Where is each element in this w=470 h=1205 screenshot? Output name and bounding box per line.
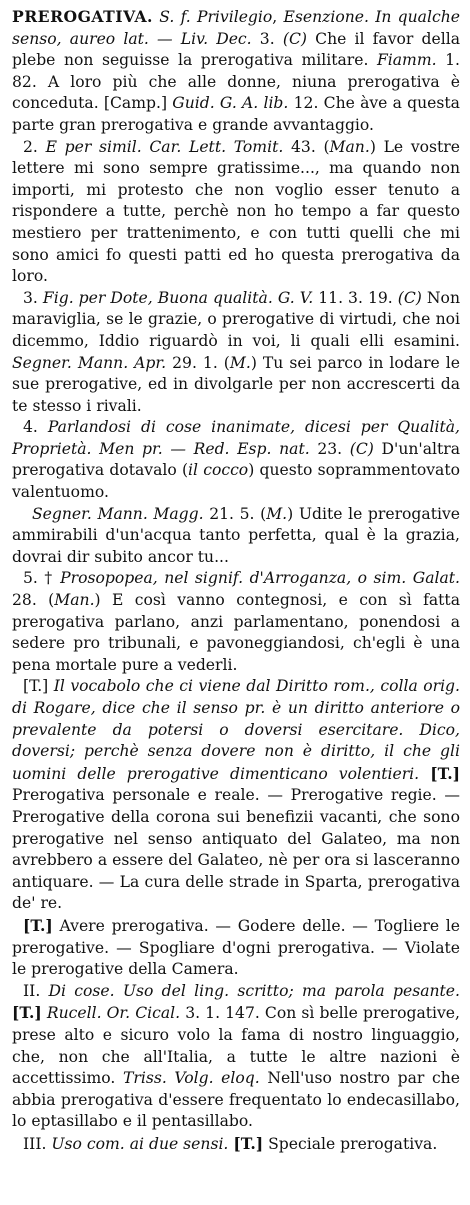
sense-definition: Di cose. Uso del ling. scritto; ma parola pesante. (48, 981, 460, 1000)
source-marker: (C) (349, 439, 374, 458)
text-run: 43. ( (283, 137, 330, 156)
quotation-text: Nell'uso nostro par che abbia prerogativa d'essere frequentato lo endecasillabo, lo eptasillabo e il pentasillabo. (12, 1069, 460, 1131)
source-marker: Man. (54, 591, 95, 610)
entry-paragraph-sense-5 (12, 568, 460, 676)
text-run (419, 765, 430, 783)
text-run: 23. (309, 439, 350, 458)
quotation-text: ) Tu sei parco in lodare le sue prerogative, ed in divolgarle per non accrescerti da te stesso i rivali. (12, 353, 460, 415)
sense-number: II. (23, 981, 49, 1000)
text-run: , (272, 8, 284, 26)
sense-definition: Prosopopea, nel signif. d'Arroganza, o sim. Galat. (60, 569, 460, 588)
sense-number: 5. (23, 569, 45, 588)
quotation-text: 3. 1. 147. Con sì belle prerogative, prese alto e sicuro volo la fama di nostro linguaggio, che, non che all'Italia, a tutte le altre nazioni è accettissimo. (12, 1004, 460, 1088)
entry-paragraph-intro (12, 6, 460, 137)
entry-paragraph-sense-2 (12, 137, 460, 288)
sense-number: 3. (23, 288, 43, 307)
definition-text: Esenzione. In qualche senso, aureo lat. — Liv. Dec. (12, 8, 460, 48)
source-citation: Guid. G. A. lib. (172, 94, 289, 113)
editor-marker: [T.] (233, 1133, 264, 1153)
source-citation: Segner. Mann. Magg. (32, 504, 204, 523)
quotation-text: ) E così vanno contegnosi, e con sì fatta prerogativa parlano, anzi parlamentano, ponendosi a sedere pro tribunali, e pavoneggiandosi, ch'egli è una pena mortale pure a vederli. (12, 591, 460, 674)
usage-examples: Prerogativa personale e reale. — Prerogative regie. — Prerogative della corona sui benefizii vacanti, che sono prerogative nel senso antiquato del Galateo, ma non avrebbero a essere del Galateo, nè per ora si lasceranno antiquare. — La cura delle strade in Sparta, prerogativa de' re. (12, 786, 460, 913)
source-citation: Rucell. Or. Cical. (46, 1004, 181, 1023)
entry-paragraph-sense-3 (12, 288, 460, 418)
text-run: 3. (251, 29, 283, 48)
source-marker: Man. (329, 137, 370, 156)
entry-paragraph-usage (12, 915, 460, 981)
source-marker: (C) (282, 29, 307, 48)
text-run: 11. 3. 19. (313, 288, 398, 307)
quotation-text: 1. 82. A loro più che alle donne, niuna prerogativa è conceduta. [Camp.] (12, 51, 460, 113)
editor-note: Il vocabolo che ci viene dal Diritto rom., colla orig. di Rogare, dice che il senso pr. è un diritto anteriore o prevalente da potersi o doversi esercitare. Dico, doversi; perchè senza dovere non è diritto, il che gli uomini delle prerogative dimenticano volentieri. (12, 677, 460, 783)
sense-definition: Parlandosi di cose inanimate, dicesi per Qualità, Proprietà. Men pr. — Red. Esp. nat. (12, 418, 461, 458)
editor-marker: [T.] (12, 1003, 42, 1023)
entry-headword: PREROGATIVA. (12, 7, 153, 26)
usage-examples: Speciale prerogativa. (263, 1134, 438, 1153)
sense-number: III. (23, 1134, 52, 1153)
quotation-text: ) Udite le prerogative ammirabili d'un'acqua tanto perfetta, qual è la grazia, dovrai dir subito ancor tu... (12, 504, 460, 566)
source-marker: (C) (397, 288, 422, 307)
entry-paragraph-tommaseo-note (12, 676, 460, 915)
text-run: 29. 1. ( (166, 353, 230, 372)
editor-marker: [T.] (430, 763, 460, 783)
source-citation: Fiamm. (376, 51, 437, 70)
source-citation: Triss. Volg. eloq. (122, 1069, 260, 1088)
source-citation: Segner. Mann. Apr. (12, 353, 167, 372)
quotation-text: Non maraviglia, se le grazie, o prerogative di virtudi, che noi dicemmo, Iddio riguardò in voi, li quali elli esamini. (12, 288, 460, 350)
inline-gloss: il cocco (188, 461, 249, 480)
editor-marker: [T.] (23, 677, 54, 696)
editor-marker: [T.] (23, 915, 53, 935)
quotation-text: Che il favor della plebe non seguisse la prerogativa militare. (12, 29, 460, 70)
source-marker: M. (266, 504, 288, 523)
usage-examples: Avere prerogativa. — Godere delle. — Togliere le prerogative. — Spogliare d'ogni prerogativa. — Violate le prerogative della Camera. (12, 916, 460, 979)
sense-number: 4. (23, 418, 48, 437)
sense-definition: E per simil. Car. Lett. Tomit. (45, 137, 284, 156)
sense-number: 2. (23, 137, 46, 156)
text-run: 21. 5. ( (203, 504, 267, 523)
quotation-text: 12. Che àve a questa parte gran prerogativa e grande avvantaggio. (12, 94, 460, 134)
quotation-text: D'un'altra prerogativa dotavalo ( (12, 439, 460, 480)
sense-definition: Fig. per Dote, Buona qualità. G. V. (42, 288, 314, 307)
grammar-label: S. f. Privilegio (159, 8, 273, 26)
source-marker: M. (229, 353, 251, 372)
quotation-text: ) questo soprammentovato valentuomo. (12, 461, 460, 502)
quotation-text: ) Le vostre lettere mi sono sempre gratissime..., ma quando non importi, mi protesto che non voglio esser tenuto a rispondere a tutte, perchè non ho tempo a far questo mestiero per trattenimento, e con tutti quelli che mi sono amici fo questi patti ed ho questa prerogativa da loro. (12, 137, 460, 286)
entry-paragraph-sense-4 (12, 417, 460, 503)
entry-paragraph-citation (12, 504, 460, 569)
sense-definition: Uso com. ai due sensi. (51, 1134, 229, 1153)
obsolete-dagger-mark: † (44, 569, 61, 588)
text-run: 28. ( (12, 591, 55, 610)
entry-paragraph-sense-III (12, 1133, 460, 1156)
entry-paragraph-sense-II (12, 981, 460, 1133)
